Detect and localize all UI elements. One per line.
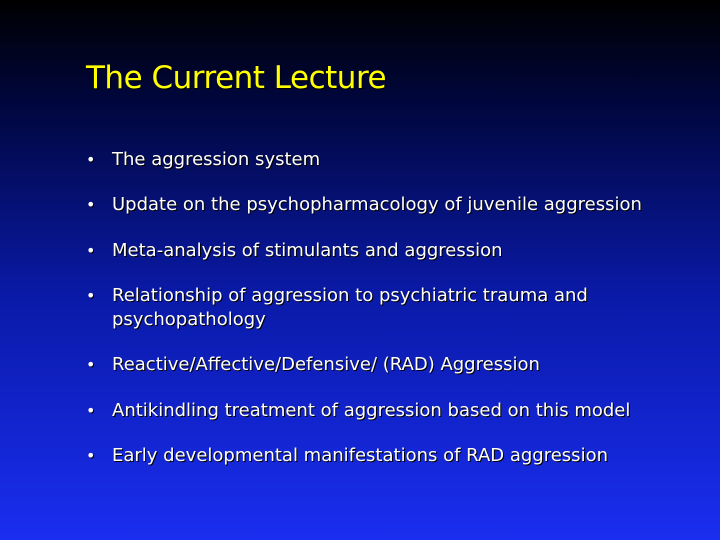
bullet-item	[84, 239, 694, 263]
bullet-item	[84, 148, 694, 172]
bullet-text: Meta-analysis of stimulants and aggression	[112, 240, 503, 261]
bullet-icon: •	[86, 241, 96, 260]
bullet-text: The aggression system	[112, 149, 321, 170]
bullet-icon: •	[86, 355, 96, 374]
bullet-icon: •	[86, 401, 96, 420]
bullet-text: Antikindling treatment of aggression based on this model	[112, 400, 631, 421]
bullet-item	[84, 193, 694, 217]
bullet-text: Update on the psychopharmacology of juvenile aggression	[112, 194, 642, 215]
bullet-item	[84, 444, 694, 468]
bullet-item	[84, 353, 694, 377]
bullet-text: Relationship of aggression to psychiatric trauma and psychopathology	[112, 285, 588, 330]
bullet-icon: •	[86, 195, 96, 214]
bullet-icon: •	[86, 286, 96, 305]
slide-title: The Current Lecture	[86, 60, 387, 96]
bullet-text: Reactive/Affective/Defensive/ (RAD) Aggression	[112, 354, 540, 375]
bullet-icon: •	[86, 150, 96, 169]
bullet-icon: •	[86, 446, 96, 465]
bullet-text: Early developmental manifestations of RAD aggression	[112, 445, 608, 466]
bullet-list	[84, 148, 694, 468]
bullet-item	[84, 399, 694, 423]
bullet-item	[84, 284, 694, 332]
